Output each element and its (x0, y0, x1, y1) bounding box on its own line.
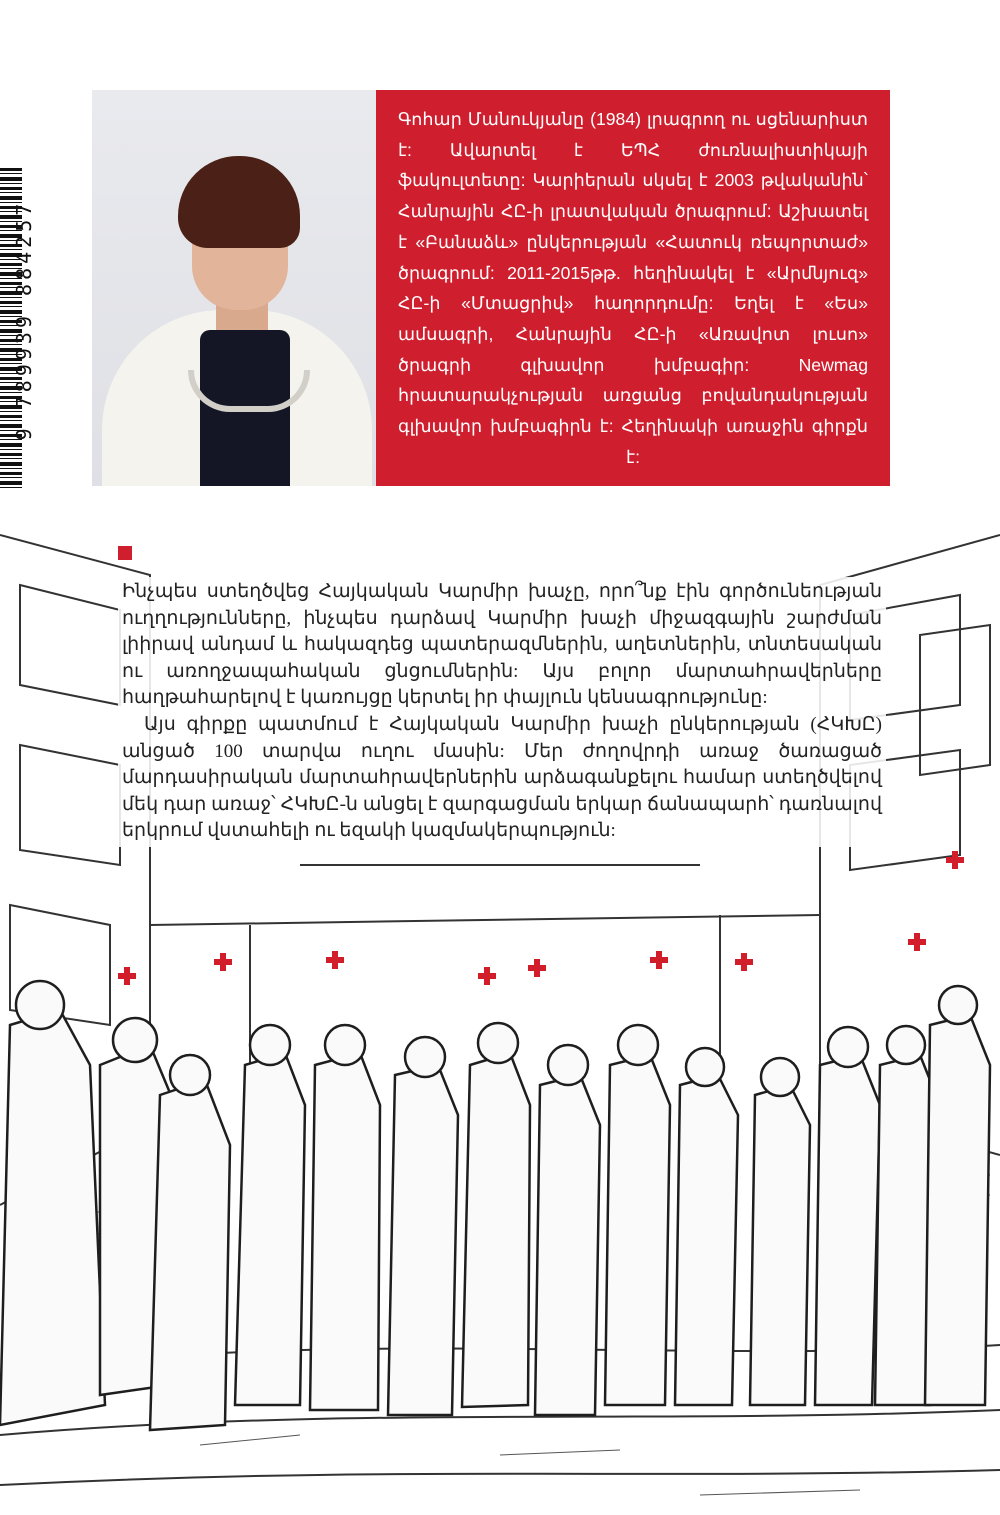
barcode-number: 9 789939 884257 (12, 199, 36, 441)
author-photo (92, 90, 376, 486)
author-bio-panel (376, 90, 890, 486)
red-cross-icon (478, 967, 496, 985)
red-square-marker (118, 546, 132, 560)
description-paragraph-2: Այս գիրքը պատմում է Հայկական Կարմիր խաչի ընկերության (ՀԿԽԸ) անցած 100 տարվա ուղու մասին: Մեր ժողովրդի առաջ ծառացած մարդասիրական մարտահրավերներին արձագանքելու համար ստեղծվելով մեկ դար առաջ՝ ՀԿԽԸ-ն անցել է զարգացման երկար ճանապարհ՝ դառնալով երկրում վստահելի ու եզակի կազմակերպություն: (122, 713, 882, 842)
red-cross-icon (528, 959, 546, 977)
red-cross-icon (326, 951, 344, 969)
description-block (118, 577, 886, 847)
description-paragraph-1: Ինչպես ստեղծվեց Հայկական Կարմիր խաչը, որո՞նք էին գործունեության ուղղությունները, ինչպես դարձավ Կարմիր խաչի միջազգային շարժման լիիրավ անդամ և հակազդեց պատերազմներին, աղետներին, տնտեսական ու առողջապահական ցնցումներին: Այս բոլոր մարտահրավերները հաղթահարելով է կառույցը կերտել իր փայլուն կենսագրությունը: (122, 581, 882, 709)
red-cross-icon (118, 967, 136, 985)
red-cross-icon (214, 953, 232, 971)
hair (178, 156, 300, 248)
red-cross-icon (908, 933, 926, 951)
author-bio: Գոհար Մանուկյանը (1984) լրագրող ու սցենարիստ է: Ավարտել է ԵՊՀ ժուռնալիստիկայի ֆակուլտետը: Կարիերան սկսել է 2003 թվականին՝ Հանրային ՀԸ-ի լրատվական ծրագրում: Աշխատել է «Բանաձև» ընկերության «Հատուկ ռեպորտաժ» ծրագրում: 2011-2015թթ. հեղինակել է «Արմնյուզ» ՀԸ-ի «Մտացրիվ» հաղորդումը: Եղել է «Ես» ամսագրի, Հանրային ՀԸ-ի «Առավոտ լուսո» ծրագրի գլխավոր խմբագիր: Newmag հրատարակչության առցանց բովանդակության գլխավոր խմբագիրն է: Հեղինակի առաջին գիրքն է: (398, 109, 868, 467)
red-cross-icon (735, 953, 753, 971)
red-cross-icon (650, 951, 668, 969)
barcode (0, 168, 36, 488)
red-cross-icon (946, 851, 964, 869)
